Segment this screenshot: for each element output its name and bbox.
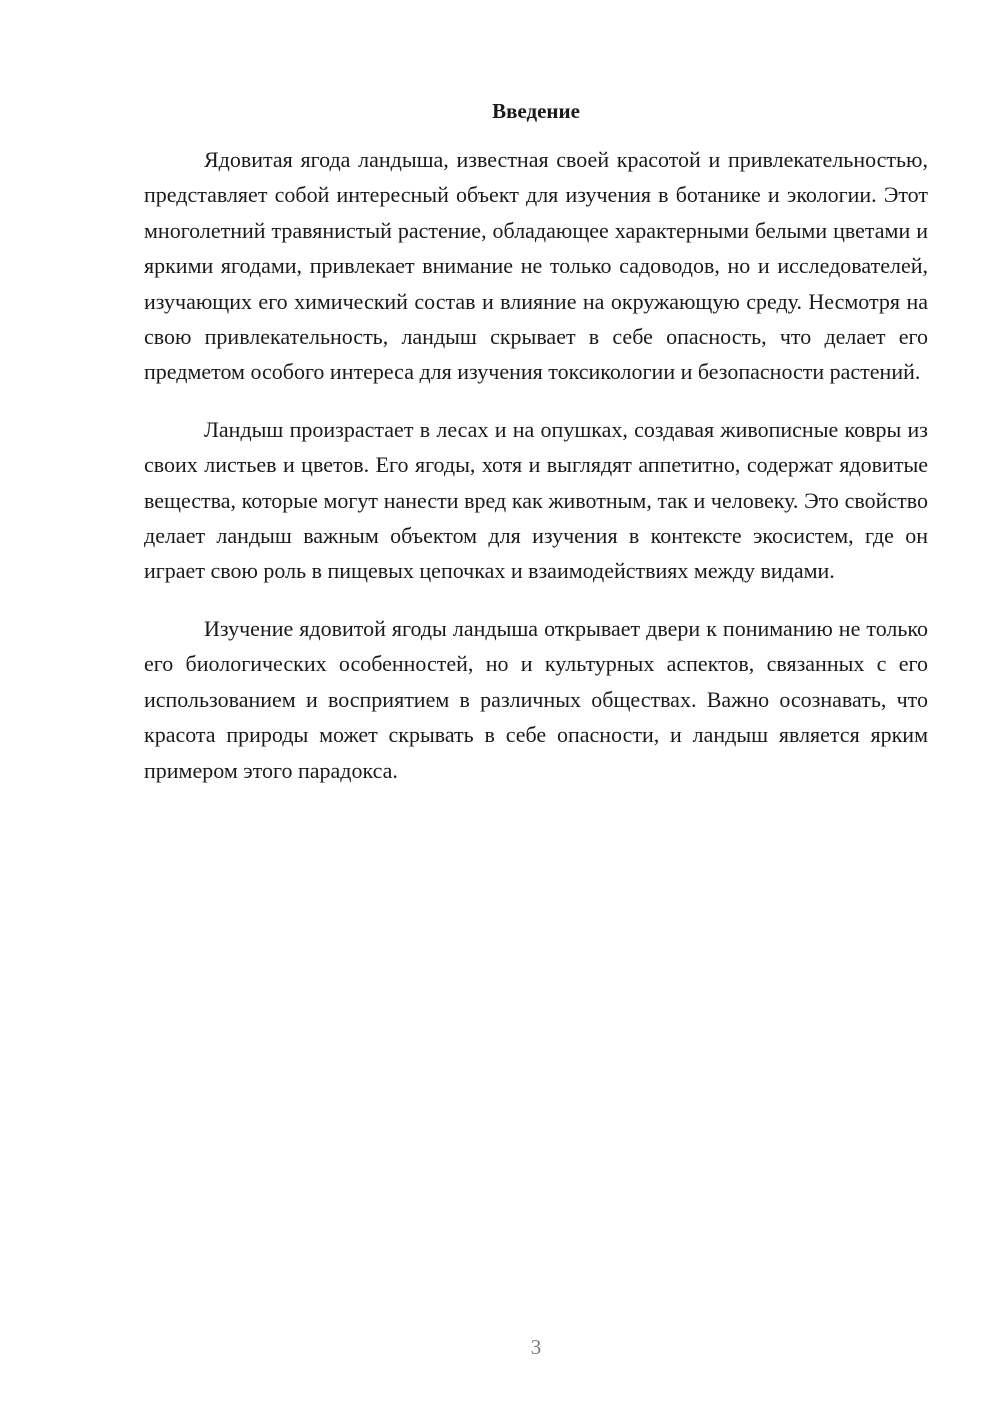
paragraph-2: Ландыш произрастает в лесах и на опушках, создавая живописные ковры из своих листьев и цветов. Его ягоды, хотя и выглядят аппетитно, содержат ядовитые вещества, которые могут нанести вред как животным, так и человеку. Это свойство делает ландыш важным объектом для изучения в контексте экосистем, где он играет свою роль в пищевых цепочках и взаимодействиях между видами. [144, 416, 928, 584]
section-heading: Введение [492, 99, 580, 123]
paragraph-1: Ядовитая ягода ландыша, известная своей красотой и привлекательностью, представляет собой интересный объект для изучения в ботанике и экологии. Этот многолетний травянистый растение, обладающее характерными белыми цветами и яркими ягодами, привлекает внимание не только садоводов, но и исследователей, изучающих его химический состав и влияние на окружающую среду. Несмотря на свою привлекательность, ландыш скрывает в себе опасность, что делает его предметом особого интереса для изучения токсикологии и безопасности растений. [144, 147, 928, 385]
paragraph-3: Изучение ядовитой ягоды ландыша открывает двери к пониманию не только его биологических особенностей, но и культурных аспектов, связанных с его использованием и восприятием в различных обществах. Важно осознавать, что красота природы может скрывать в себе опасности, и ландыш является ярким примером этого парадокса. [144, 615, 928, 783]
page-number: 3 [530, 1335, 542, 1359]
body-text [144, 142, 928, 810]
